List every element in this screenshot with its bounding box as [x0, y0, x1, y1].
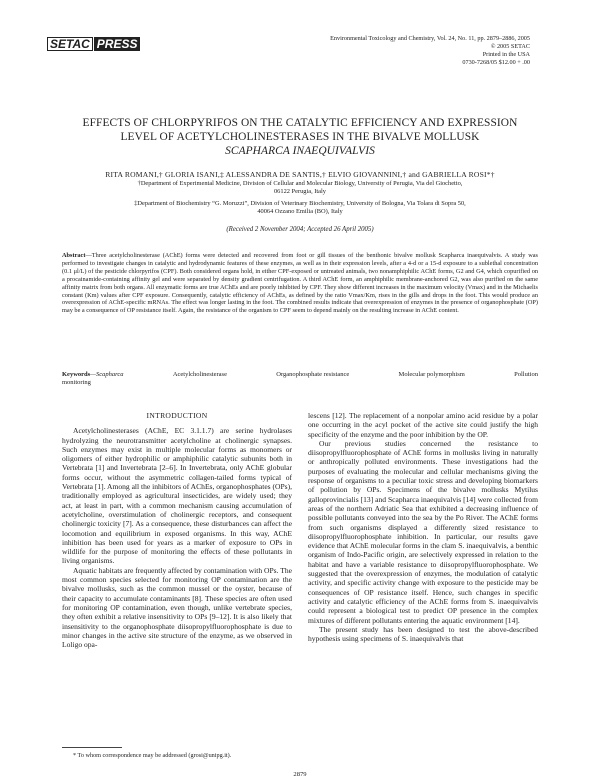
abstract [62, 252, 538, 315]
keyword-3: Organophosphate resistance [276, 371, 350, 378]
affiliation-2-line-1: ‡Department of Biochemistry “G. Moruzzi”, Division of Veterinary Biochemistry, University of Bologna, Via Tolara di Sopra 50, [134, 200, 466, 207]
journal-citation: Environmental Toxicology and Chemistry, Vol. 24, No. 11, pp. 2879–2886, 2005 [330, 35, 530, 42]
affiliation-2-line-2: 40064 Ozzano Emilia (BO), Italy [257, 208, 343, 216]
title-line-3: SCAPHARCA INAEQUIVALVIS [225, 145, 375, 157]
journal-info [230, 35, 530, 67]
received-dates: (Received 2 November 2004; Accepted 26 April 2005) [226, 226, 374, 233]
page-number: 2879 [293, 771, 307, 778]
left-column [62, 411, 292, 649]
keywords [62, 371, 538, 388]
keyword-5-continued: monitoring [62, 379, 91, 387]
right-column [308, 411, 538, 643]
keyword-5: Pollution [514, 371, 538, 378]
authors: RITA ROMANI,† GLORIA ISANI,‡ ALESSANDRA DE SANTIS,† ELVIO GIOVANNINI,† and GABRIELLA ROSI*† [105, 170, 495, 179]
intro-paragraph-3: Our previous studies concerned the resistance to diisopropylfluorophosphate of AChE forms in mollusks living in naturally or anthropically polluted environments. These investigations had the purposes of evaluating the molecular and cellular mechanisms giving the response of organisms to a peculiar toxic stress and developing biomarkers of pollution by OPs. Specimens of the bivalve mollusks Mytilus galloprovincialis [13] and Scapharca inaequivalvis [14] were collected from areas of the northern Adriatic Sea that exhibited a decreasing influence of possible pollutants conveyed into the sea by the Po River. The AChE forms from such organisms displayed a differently sized resistance to diisopropylfluorophosphate inhibition. In particular, our results gave evidence that AChE molecular forms in the clam S. inaequivalvis, a benthic organism of Indo-Pacific origin, are selectively expressed in relation to the habitat and have a variable resistance to diisopropylfluorophosphate. We suggested that the overexpression of enzymes, the modulation of catalytic activity, and specific activity change with exposure to the pesticide may be consequences of OP resistance itself. Hence, such changes in specific activity and catalytic efficiency of the AChE forms from S. inaequivalvis could represent a biological test to predict OP presence in the complex mixtures of different pollutants entering the aquatic environment [14]. [308, 438, 538, 625]
affiliation-bologna [0, 200, 600, 216]
keyword-2: Acetylcholinesterase [172, 371, 227, 378]
logo-setac: SETAC [47, 37, 93, 51]
paper-title [0, 116, 600, 158]
abstract-text: —Three acetylcholinesterase (AChE) forms were detected and recovered from foot or gill tissues of the benthonic bivalve mollusk Scapharca inaequivalvis. A study was performed to investigate changes in catalytic and hydrodynamic features of these enzymes, as well as in their expression levels, after a 4-d or a 15-d exposure to a sublethal concentration (0.1 μl/L) of the pesticide chlorpyrifos (CPF). Both considered organs hold, in either CPF-exposed or untreated animals, two nonamphiphilic AChE forms, G2 and G4, which copurified on a procainamide-containing affinity gel and were separated by density gradient centrifugation. A third AChE form, an amphiphilic membrane-anchored G2, was also purified on the same affinity matrix from both organs. All enzymatic forms are true AChEs and are poorly inhibited by CPF. They show different increases in the maximum velocity (Vmax) and in the Michaelis constant (Km) values after CPF exposure. Consequently, catalytic efficiency of AChEs, as defined by the ratio Vmax/Km, rises in the gills and drops in the foot. This would produce an overexpression of AChE-specific mRNAs. The effect was longer lasting in the foot. The combined results indicate that overexpression of enzymes in the presence of organophosphate (OP) may be a consequence of OP resistance itself. Again, the resistance of the organism to CPF seem to depend mainly on the resulting increase in AChE content. [62, 252, 538, 315]
keywords-label: Keywords [62, 371, 91, 378]
intro-paragraph-2-continued: lescens [12]. The replacement of a nonpolar amino acid residue by a polar one occurring in the acyl pocket of the active site could justify the high specificity of the enzyme and the poor inhibition by the OP. [308, 411, 538, 439]
journal-issn: 0730-7268/05 $12.00 + .00 [462, 59, 530, 66]
intro-paragraph-1: Acetylcholinesterases (AChE, EC 3.1.1.7) are serine hydrolases hydrolyzing the neurotransmitter acetylcholine at cholinergic synapses. Such enzymes may exist in multiple molecular forms as monomers or oligomers of either hydrophilic or amphiphilic catalytic subunits both in Vertebrata [1] and Invertebrata [2–6]. In Invertebrata, only AChE globular forms occur, without the asymmetric collagen-tailed forms typical of Vertebrata [1]. Among all the inhibitors of AChEs, organophosphates (OPs), traditionally employed as agricultural insecticides, are widely used; they act, at least in part, with a common mechanism causing accumulation of acetylcholine, overstimulation of cholinergic receptors, and consequent cholinergic toxicity [7]. As a consequence, these disturbances can affect the locomotion and equilibrium in exposed organisms. In this way, AChE inhibition has been used for years as a marker of exposure to OPs in wildlife for the purpose of monitoring the effects of these pollutants in living organisms. [62, 426, 293, 566]
journal-copyright: © 2005 SETAC [490, 43, 530, 50]
keyword-1: —Scapharca [90, 371, 124, 378]
affiliation-1-line-1: †Department of Experimental Medicine, Division of Cellular and Molecular Biology, University of Perugia, Via del Giochetto, [137, 180, 463, 187]
journal-printed: Printed in the USA [482, 51, 530, 58]
abstract-label: Abstract [62, 252, 86, 259]
affiliation-perugia [0, 180, 600, 196]
intro-paragraph-2: Aquatic habitats are frequently affected by contamination with OPs. The most common species selected for monitoring OP contamination are the bivalve mollusks, such as the common mussel or the oyster, because of their capacity to accumulate contaminants [8]. These species are often used for monitoring OP contamination, even though, unlike vertebrate species, they often exhibit a relative insensitivity to OPs [9–12]. It is also likely that insensitivity to the organophosphate diisopropylfluorophosphate is due to minor changes in the active site structure of the enzyme, as we observed in Loligo opa- [62, 565, 292, 650]
footnote-divider [62, 747, 122, 748]
logo-press: PRESS [94, 37, 141, 51]
keyword-4: Molecular polymorphism [398, 371, 465, 378]
introduction-heading: INTRODUCTION [146, 411, 208, 420]
setac-press-logo [47, 37, 140, 51]
intro-paragraph-4: The present study has been designed to test the above-described hypothesis using specimens of S. inaequivalvis that [308, 624, 538, 644]
affiliation-1-line-2: 06122 Perugia, Italy [273, 188, 326, 196]
title-line-2: LEVEL OF ACETYLCHOLINESTERASES IN THE BIVALVE MOLLUSK [120, 131, 480, 143]
correspondence-footnote: * To whom correspondence may be addressed (grosi@unipg.it). [73, 752, 232, 759]
title-line-1: EFFECTS OF CHLORPYRIFOS ON THE CATALYTIC EFFICIENCY AND EXPRESSION [82, 117, 518, 129]
